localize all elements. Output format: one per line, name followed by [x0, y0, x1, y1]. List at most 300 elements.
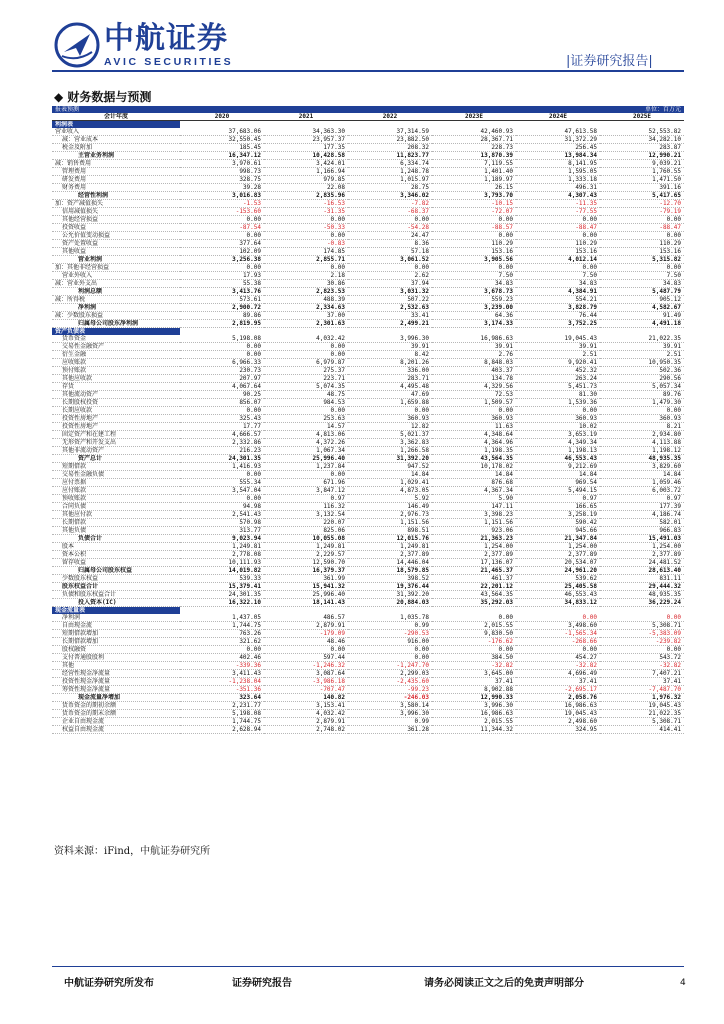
row-value: 4,186.74 — [600, 511, 684, 519]
row-value: 2,879.91 — [264, 622, 348, 630]
row-value: 1,249.81 — [348, 543, 432, 551]
table-row — [52, 678, 684, 686]
table-row — [52, 686, 684, 694]
table-row — [52, 447, 684, 455]
table-row — [52, 662, 684, 670]
row-label: 其他应收款 — [52, 375, 180, 383]
row-value: 1,067.34 — [264, 447, 348, 455]
row-value: 0.00 — [180, 264, 264, 272]
row-value: 1,401.40 — [432, 168, 516, 176]
row-value: 3,580.14 — [348, 702, 432, 710]
row-value: 34,833.12 — [516, 599, 600, 607]
row-label: 少数股东权益 — [52, 575, 180, 583]
row-value: 39.28 — [180, 184, 264, 192]
row-label: 信用减值损失 — [52, 208, 180, 216]
section-spacer — [180, 607, 684, 615]
row-value: 2,823.53 — [264, 288, 348, 296]
row-value: 31,392.20 — [348, 591, 432, 599]
row-value: 2.76 — [432, 351, 516, 359]
row-value: -3,986.18 — [264, 678, 348, 686]
table-section-header — [52, 328, 684, 336]
row-value: 177.39 — [600, 503, 684, 511]
row-label: 公允价值变动损益 — [52, 232, 180, 240]
row-value: 2,835.96 — [264, 192, 348, 200]
row-value: 31,392.20 — [348, 455, 432, 463]
row-value: 2,532.63 — [348, 304, 432, 312]
row-value: 0.99 — [348, 622, 432, 630]
row-value: 923.06 — [432, 527, 516, 535]
table-row — [52, 471, 684, 479]
row-value: 24,961.20 — [516, 567, 600, 575]
row-value: 1,760.55 — [600, 168, 684, 176]
table-row — [52, 551, 684, 559]
row-value: -1,238.04 — [180, 678, 264, 686]
row-value: 1,333.18 — [516, 176, 600, 184]
row-value: 313.77 — [180, 527, 264, 535]
row-value: 916.00 — [348, 638, 432, 646]
row-value: -1,565.34 — [516, 630, 600, 638]
row-value: 0.00 — [600, 407, 684, 415]
row-value: 4,012.14 — [516, 256, 600, 264]
row-value: 10.02 — [516, 423, 600, 431]
row-label: 负债合计 — [52, 535, 180, 543]
row-value: 5,021.37 — [348, 431, 432, 439]
row-value: 24,301.35 — [180, 455, 264, 463]
row-value: 0.00 — [180, 495, 264, 503]
row-value: 2,377.89 — [348, 551, 432, 559]
row-value: 220.07 — [264, 519, 348, 527]
row-value: 1,744.75 — [180, 622, 264, 630]
table-row — [52, 726, 684, 734]
table-row — [52, 527, 684, 535]
row-label: 权益自由现金流 — [52, 726, 180, 734]
row-value: 146.49 — [348, 503, 432, 511]
row-value: 0.97 — [600, 495, 684, 503]
row-value: 998.73 — [180, 168, 264, 176]
row-value: 24,481.52 — [600, 559, 684, 567]
table-row — [52, 567, 684, 575]
table-row — [52, 256, 684, 264]
row-label: 预付账款 — [52, 367, 180, 375]
row-label: 预收账款 — [52, 495, 180, 503]
row-label: 减：少数股东损益 — [52, 312, 180, 320]
row-value: 9,023.94 — [180, 535, 264, 543]
row-value: 47,613.58 — [516, 128, 600, 136]
row-value: 3,996.30 — [348, 710, 432, 718]
row-value: -290.53 — [348, 630, 432, 638]
row-value: 2,498.60 — [516, 718, 600, 726]
row-value: 230.73 — [180, 367, 264, 375]
row-value: 11.63 — [432, 423, 516, 431]
row-value: 1,254.00 — [432, 543, 516, 551]
row-label: 归属母公司股东净利润 — [52, 320, 180, 328]
row-value: 570.98 — [180, 519, 264, 527]
row-value: 166.65 — [516, 503, 600, 511]
row-value: 969.54 — [516, 479, 600, 487]
table-header-left: 报表预测 — [52, 106, 180, 113]
row-value: -88.47 — [600, 224, 684, 232]
row-value: 17.77 — [180, 423, 264, 431]
row-value: 14.84 — [348, 471, 432, 479]
row-label: 交易性金融负债 — [52, 471, 180, 479]
row-value: 21,363.23 — [432, 535, 516, 543]
table-row — [52, 216, 684, 224]
table-row — [52, 439, 684, 447]
row-label: 股本 — [52, 543, 180, 551]
table-row — [52, 248, 684, 256]
row-value: 18,579.85 — [348, 567, 432, 575]
row-value: 29,444.32 — [600, 583, 684, 591]
row-value: 283.87 — [600, 144, 684, 152]
row-value: 2,334.63 — [264, 304, 348, 312]
row-value: -50.33 — [264, 224, 348, 232]
row-value: -339.36 — [180, 662, 264, 670]
row-value: 24.47 — [348, 232, 432, 240]
brand-name-en: AVIC SECURITIES — [104, 56, 234, 68]
row-value: 3,346.02 — [348, 192, 432, 200]
row-value: 324.95 — [516, 726, 600, 734]
row-label: 货币资金的期末余额 — [52, 710, 180, 718]
row-label: 筹资性现金净流量 — [52, 686, 180, 694]
row-value: 153.16 — [516, 248, 600, 256]
row-value: 32,550.45 — [180, 136, 264, 144]
row-value: 16,986.63 — [432, 335, 516, 343]
row-value: 7.50 — [516, 272, 600, 280]
row-value: 0.00 — [348, 264, 432, 272]
row-label: 长期借款增加 — [52, 638, 180, 646]
row-value: 3,752.25 — [516, 320, 600, 328]
row-value: 0.00 — [180, 646, 264, 654]
row-value: 543.72 — [600, 654, 684, 662]
row-value: 7.50 — [432, 272, 516, 280]
row-value: 1,976.32 — [600, 694, 684, 702]
row-value: 35,292.03 — [432, 599, 516, 607]
row-value: 1,539.36 — [516, 399, 600, 407]
row-value: 0.00 — [180, 216, 264, 224]
table-row — [52, 359, 684, 367]
row-value: 4,873.05 — [348, 487, 432, 495]
row-value: 3,362.83 — [348, 439, 432, 447]
row-value: 16,347.12 — [180, 152, 264, 160]
table-row — [52, 614, 684, 622]
section-spacer — [180, 328, 684, 336]
row-value: -0.83 — [264, 240, 348, 248]
row-value: -10.15 — [432, 200, 516, 208]
row-value: 4,813.06 — [264, 431, 348, 439]
row-value: -246.03 — [348, 694, 432, 702]
row-value: 0.00 — [516, 614, 600, 622]
row-value: 8,141.95 — [516, 160, 600, 168]
row-value: 0.00 — [516, 264, 600, 272]
row-value: 3,905.56 — [432, 256, 516, 264]
row-label: 财务费用 — [52, 184, 180, 192]
row-value: 856.07 — [180, 399, 264, 407]
row-value: 23,882.50 — [348, 136, 432, 144]
row-label: 应付票据 — [52, 479, 180, 487]
table-row — [52, 559, 684, 567]
table-row — [52, 304, 684, 312]
row-value: 0.00 — [180, 343, 264, 351]
row-value: -2,435.60 — [348, 678, 432, 686]
table-row — [52, 670, 684, 678]
row-value: -99.23 — [348, 686, 432, 694]
report-type: |证券研究报告| — [566, 54, 653, 69]
table-row — [52, 351, 684, 359]
row-label: 交易性金融资产 — [52, 343, 180, 351]
header-spacer — [264, 106, 348, 113]
row-value: 7.50 — [600, 272, 684, 280]
table-row — [52, 168, 684, 176]
row-value: -7,487.70 — [600, 686, 684, 694]
row-value: 48.46 — [264, 638, 348, 646]
row-value: 46,553.43 — [516, 591, 600, 599]
row-value: 22,201.12 — [432, 583, 516, 591]
row-label: 净利润 — [52, 304, 180, 312]
row-value: 14.84 — [432, 471, 516, 479]
table-row — [52, 487, 684, 495]
avic-logo-icon — [54, 22, 100, 68]
row-value: 1,437.05 — [180, 614, 264, 622]
section-spacer — [180, 121, 684, 129]
row-value: 2,976.73 — [348, 511, 432, 519]
row-value: 10,055.08 — [264, 535, 348, 543]
row-value: 0.00 — [600, 216, 684, 224]
row-value: 177.35 — [264, 144, 348, 152]
row-value: 1,151.56 — [432, 519, 516, 527]
table-header-band — [52, 106, 684, 113]
row-value: 3,547.04 — [180, 487, 264, 495]
row-value: 1,151.56 — [348, 519, 432, 527]
row-value: 34.83 — [432, 280, 516, 288]
row-value: 4,666.57 — [180, 431, 264, 439]
table-row — [52, 160, 684, 168]
row-value: 0.00 — [600, 614, 684, 622]
row-value: 102.09 — [180, 248, 264, 256]
row-value: 2,748.02 — [264, 726, 348, 734]
row-label: 留存收益 — [52, 559, 180, 567]
row-value: 0.00 — [600, 264, 684, 272]
row-value: -268.66 — [516, 638, 600, 646]
row-value: 16,986.63 — [516, 702, 600, 710]
row-value: 0.00 — [432, 264, 516, 272]
row-value: 979.85 — [264, 176, 348, 184]
row-value: 0.00 — [348, 407, 432, 415]
row-value: 0.00 — [264, 407, 348, 415]
row-value: 1,198.12 — [600, 447, 684, 455]
row-label: 经营性利润 — [52, 192, 180, 200]
header-rule — [52, 70, 684, 72]
row-value: 0.00 — [600, 232, 684, 240]
row-value: 253.63 — [264, 415, 348, 423]
row-value: 3,996.30 — [348, 335, 432, 343]
row-label: 投资性房地产 — [52, 415, 180, 423]
table-section-header — [52, 121, 684, 129]
row-value: 19,045.43 — [516, 335, 600, 343]
row-value: 488.39 — [264, 296, 348, 304]
row-value: 898.51 — [348, 527, 432, 535]
row-value: 360.93 — [432, 415, 516, 423]
row-label: 无形资产和开发支出 — [52, 439, 180, 447]
row-value: 34.83 — [600, 280, 684, 288]
row-value: 1,416.93 — [180, 463, 264, 471]
row-value: -16.53 — [264, 200, 348, 208]
row-value: 384.50 — [432, 654, 516, 662]
row-value: 2,855.71 — [264, 256, 348, 264]
row-value: 4,384.91 — [516, 288, 600, 296]
row-value: 486.57 — [264, 614, 348, 622]
row-value: 37.94 — [348, 280, 432, 288]
row-value: 1,059.46 — [600, 479, 684, 487]
row-value: -239.82 — [600, 638, 684, 646]
row-value: 1,237.84 — [264, 463, 348, 471]
row-label: 应付账款 — [52, 487, 180, 495]
row-value: 461.37 — [432, 575, 516, 583]
row-value: 30.86 — [264, 280, 348, 288]
row-value: 55.38 — [180, 280, 264, 288]
row-value: 0.00 — [516, 646, 600, 654]
row-value: 20,534.07 — [516, 559, 600, 567]
row-value: 1,595.05 — [516, 168, 600, 176]
row-value: 52,553.82 — [600, 128, 684, 136]
row-value: 5,308.71 — [600, 718, 684, 726]
row-value: 2,231.77 — [180, 702, 264, 710]
row-value: 2,377.89 — [432, 551, 516, 559]
row-value: 34,363.30 — [264, 128, 348, 136]
row-value: 94.98 — [180, 503, 264, 511]
row-label: 其他 — [52, 662, 180, 670]
row-value: 216.23 — [180, 447, 264, 455]
row-label: 长期股权投资 — [52, 399, 180, 407]
row-value: 0.00 — [432, 407, 516, 415]
table-section-header — [52, 607, 684, 615]
row-value: 398.52 — [348, 575, 432, 583]
row-value: 4,067.64 — [180, 383, 264, 391]
row-label: 短期借款 — [52, 463, 180, 471]
row-value: 25,996.40 — [264, 455, 348, 463]
footer-disclaimer: 请务必阅读正文之后的免责声明部分 — [424, 978, 584, 989]
row-value: 554.21 — [516, 296, 600, 304]
row-value: 3,258.19 — [516, 511, 600, 519]
row-value: 590.42 — [516, 519, 600, 527]
row-value: 1,471.50 — [600, 176, 684, 184]
row-label: 现金流量净增加 — [52, 694, 180, 702]
row-label: 长期借款 — [52, 519, 180, 527]
row-label: 主营业务利润 — [52, 152, 180, 160]
row-value: 4,582.67 — [600, 304, 684, 312]
row-value: 402.46 — [180, 654, 264, 662]
column-header: 2024E — [516, 113, 600, 121]
row-label: 衍生金融 — [52, 351, 180, 359]
row-value: 57.18 — [348, 248, 432, 256]
row-value: 9,920.41 — [516, 359, 600, 367]
row-value: 6,334.74 — [348, 160, 432, 168]
row-value: 0.97 — [264, 495, 348, 503]
row-value: 223.71 — [264, 375, 348, 383]
table-row — [52, 495, 684, 503]
table-row — [52, 415, 684, 423]
table-row — [52, 335, 684, 343]
row-value: 3,829.60 — [600, 463, 684, 471]
row-value: -79.19 — [600, 208, 684, 216]
row-label: 加：资产减值损失 — [52, 200, 180, 208]
row-value: 966.83 — [600, 527, 684, 535]
row-value: 361.28 — [348, 726, 432, 734]
row-value: 283.71 — [348, 375, 432, 383]
table-header-unit: 单位：百万元 — [516, 106, 684, 113]
row-value: -72.07 — [432, 208, 516, 216]
row-value: 207.97 — [180, 375, 264, 383]
row-value: 2,900.72 — [180, 304, 264, 312]
row-value: 6,966.33 — [180, 359, 264, 367]
row-label: 减：所得税 — [52, 296, 180, 304]
row-value: 76.44 — [516, 312, 600, 320]
row-label: 投入资本(IC) — [52, 599, 180, 607]
table-row — [52, 583, 684, 591]
row-label: 资本公积 — [52, 551, 180, 559]
row-value: -1,246.32 — [264, 662, 348, 670]
page-header — [0, 0, 724, 80]
row-value: 5,451.73 — [516, 383, 600, 391]
row-label: 合同负债 — [52, 503, 180, 511]
row-value: 4,491.18 — [600, 320, 684, 328]
row-value: 134.78 — [432, 375, 516, 383]
table-row — [52, 343, 684, 351]
table-row — [52, 208, 684, 216]
row-value: 12,990.33 — [432, 694, 516, 702]
row-value: 0.00 — [432, 646, 516, 654]
row-label: 营业外收入 — [52, 272, 180, 280]
row-value: 2,301.63 — [264, 320, 348, 328]
row-value: 0.00 — [348, 646, 432, 654]
row-value: 13,984.34 — [516, 152, 600, 160]
column-header: 2023E — [432, 113, 516, 121]
row-value: 20,884.03 — [348, 599, 432, 607]
row-value: 25,405.58 — [516, 583, 600, 591]
table-row — [52, 128, 684, 136]
row-value: 5,315.82 — [600, 256, 684, 264]
row-value: -88.47 — [516, 224, 600, 232]
row-value: 21,347.84 — [516, 535, 600, 543]
row-value: 9,039.21 — [600, 160, 684, 168]
row-value: 0.00 — [264, 471, 348, 479]
table-row — [52, 232, 684, 240]
row-value: 10,950.35 — [600, 359, 684, 367]
row-label: 营业收入 — [52, 128, 180, 136]
row-value: 89.86 — [180, 312, 264, 320]
row-value: 4,113.88 — [600, 439, 684, 447]
row-value: 2.51 — [516, 351, 600, 359]
row-value: 4,348.64 — [432, 431, 516, 439]
row-value: 0.00 — [264, 646, 348, 654]
row-value: 9,830.50 — [432, 630, 516, 638]
row-value: 1,198.35 — [432, 447, 516, 455]
row-value: 110.29 — [432, 240, 516, 248]
footer-report-type: 证券研究报告 — [232, 978, 292, 989]
row-value: 377.64 — [180, 240, 264, 248]
row-value: 24,301.35 — [180, 591, 264, 599]
row-value: 34,282.10 — [600, 136, 684, 144]
row-value: 1,744.75 — [180, 718, 264, 726]
row-value: 4,367.34 — [432, 487, 516, 495]
row-value: 1,166.94 — [264, 168, 348, 176]
row-label: 资产处置收益 — [52, 240, 180, 248]
row-value: 0.00 — [180, 407, 264, 415]
row-value: 6,979.87 — [264, 359, 348, 367]
row-value: 15,491.03 — [600, 535, 684, 543]
source-note: 资料来源：iFind，中航证券研究所 — [54, 846, 211, 857]
row-label: 加：其他非经营损益 — [52, 264, 180, 272]
row-value: 0.00 — [180, 351, 264, 359]
